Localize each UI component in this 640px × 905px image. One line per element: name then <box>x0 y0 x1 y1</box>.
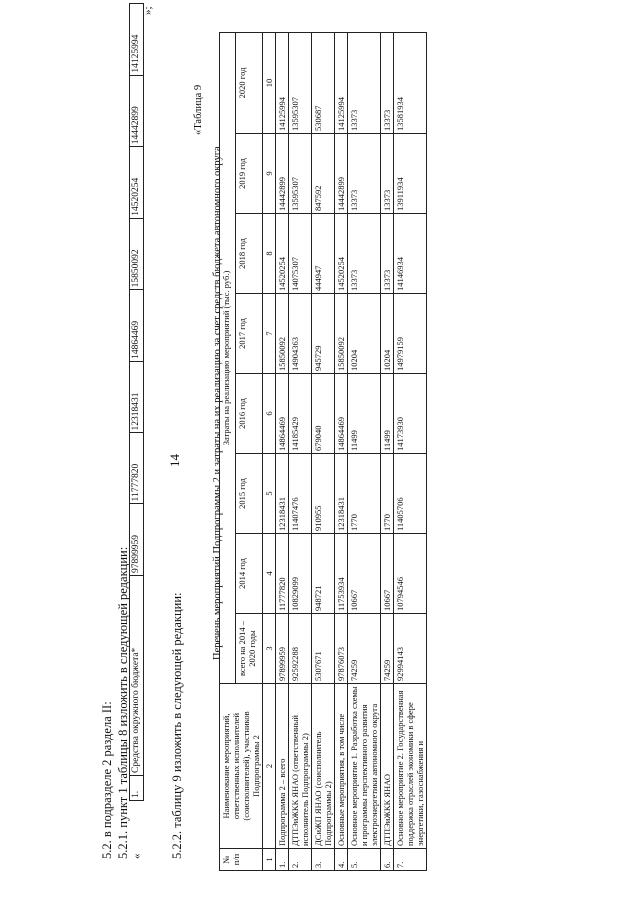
value-cell: 97899959 <box>276 614 289 684</box>
row-number: 1. <box>276 849 289 871</box>
value-cell: 92592288 <box>289 614 312 684</box>
cell: 12318431 <box>130 361 144 433</box>
value-cell: 14125994 <box>276 32 289 133</box>
row-name: Подпрограмма 2 – всего <box>276 684 289 849</box>
table-row <box>289 32 312 870</box>
row-number: 5. <box>348 849 381 871</box>
col-number: 8 <box>263 214 276 294</box>
value-cell: 13373 <box>348 214 381 294</box>
table-8-row <box>129 3 144 801</box>
value-cell: 13581934 <box>394 32 427 133</box>
value-cell: 14520254 <box>335 214 348 294</box>
header-year: 2018 год <box>235 214 263 294</box>
value-cell: 13373 <box>381 32 394 133</box>
value-cell: 14125994 <box>335 32 348 133</box>
table-9-caption: Перечень мероприятий Подпрограммы 2 и затраты на их реализацию за счет средств бюджета автономного округа <box>212 146 223 660</box>
value-cell: 10829099 <box>289 534 312 614</box>
value-cell: 11499 <box>381 374 394 454</box>
row-name: Основные мероприятия, в том числе <box>335 684 348 849</box>
open-quote: « <box>131 853 143 859</box>
value-cell: 10667 <box>348 534 381 614</box>
value-cell: 11499 <box>348 374 381 454</box>
row-number: 7. <box>394 849 427 871</box>
value-cell: 10794546 <box>394 534 427 614</box>
value-cell: 11777820 <box>276 534 289 614</box>
value-cell: 948721 <box>312 534 335 614</box>
table-row <box>381 32 394 870</box>
value-cell: 13373 <box>348 32 381 133</box>
row-number: 6. <box>381 849 394 871</box>
value-cell: 15850092 <box>276 294 289 374</box>
cell: 1. <box>130 776 144 801</box>
value-cell: 14185429 <box>289 374 312 454</box>
value-cell: 1770 <box>348 454 381 534</box>
col-number: 1 <box>263 849 276 871</box>
value-cell: 12318431 <box>335 454 348 534</box>
value-cell: 910955 <box>312 454 335 534</box>
table-row <box>276 32 289 870</box>
value-cell: 14173930 <box>394 374 427 454</box>
table-row <box>394 32 427 870</box>
row-number: 4. <box>335 849 348 871</box>
row-name: ДТПЭиЖКК ЯНАО <box>381 684 394 849</box>
value-cell: 13373 <box>348 134 381 214</box>
col-number: 2 <box>263 684 276 849</box>
value-cell: 10667 <box>381 534 394 614</box>
table-row <box>335 32 348 870</box>
header-row <box>220 32 236 870</box>
value-cell: 13373 <box>381 134 394 214</box>
table-row <box>312 32 335 870</box>
row-number: 3. <box>312 849 335 871</box>
value-cell: 74259 <box>381 614 394 684</box>
cell: 15850092 <box>130 218 144 290</box>
value-cell: 10204 <box>348 294 381 374</box>
table-9-label: «Таблица 9 <box>193 84 204 135</box>
header-costs: Затраты на реализацию мероприятий (тыс. руб.) <box>220 32 236 683</box>
value-cell: 13373 <box>381 214 394 294</box>
value-cell: 13911934 <box>394 134 427 214</box>
col-number: 7 <box>263 294 276 374</box>
value-cell: 530687 <box>312 32 335 133</box>
table-9-body <box>276 32 427 870</box>
value-cell: 14864469 <box>335 374 348 454</box>
header-year: 2017 год <box>235 294 263 374</box>
header-year: 2019 год <box>235 134 263 214</box>
value-cell: 14979159 <box>394 294 427 374</box>
cell <box>130 576 144 776</box>
value-cell: 15850092 <box>335 294 348 374</box>
col-number: 3 <box>263 614 276 684</box>
value-cell: 12318431 <box>276 454 289 534</box>
value-cell: 14442899 <box>276 134 289 214</box>
page-number: 14 <box>167 454 182 467</box>
value-cell: 14520254 <box>276 214 289 294</box>
col-number: 6 <box>263 374 276 454</box>
header-year: 2020 год <box>235 32 263 133</box>
cell-text: Средства окружного бюджета* <box>131 647 141 773</box>
value-cell: 11407476 <box>289 454 312 534</box>
value-cell: 92994143 <box>394 614 427 684</box>
intro-line-2: 5.2.1. пункт 1 таблицы 8 изложить в следующей редакции: <box>116 546 130 859</box>
header-year: 2016 год <box>235 374 263 454</box>
value-cell: 13595307 <box>289 134 312 214</box>
cell: 11777820 <box>130 433 144 504</box>
value-cell: 13595307 <box>289 32 312 133</box>
table-row <box>130 4 144 801</box>
row-name: ДТПЭиЖКК ЯНАО (ответственный исполнитель Подпрограммы 2) <box>289 684 312 849</box>
header-year: 2014 год <box>235 534 263 614</box>
value-cell: 847592 <box>312 134 335 214</box>
value-cell: 11405706 <box>394 454 427 534</box>
value-cell: 14075307 <box>289 214 312 294</box>
value-cell: 14904363 <box>289 294 312 374</box>
row-name: Основное мероприятие 2. Государственная поддержка отраслей экономики в сфере энергетики, газоснабжения и <box>394 684 427 849</box>
col-number: 5 <box>263 454 276 534</box>
value-cell: 679040 <box>312 374 335 454</box>
col-number: 10 <box>263 32 276 133</box>
intro-line-4: 5.2.2. таблицу 9 изложить в следующей редакции: <box>170 592 184 859</box>
cell: 14520254 <box>130 147 144 219</box>
value-cell: 97876073 <box>335 614 348 684</box>
cell: 14442899 <box>130 75 144 147</box>
header-total: всего на 2014 – 2020 годы <box>235 614 263 684</box>
col-number: 4 <box>263 534 276 614</box>
value-cell: 945729 <box>312 294 335 374</box>
value-cell: 14146934 <box>394 214 427 294</box>
close-quote: »; <box>142 6 154 15</box>
value-cell: 5307671 <box>312 614 335 684</box>
value-cell: 10204 <box>381 294 394 374</box>
value-cell: 1770 <box>381 454 394 534</box>
header-name: Наименование мероприятий, ответственных исполнителей (соисполнителей), участников Подпрограммы 2 <box>220 684 263 849</box>
table-row <box>348 32 381 870</box>
row-name: Основное мероприятие 1. Разработка схемы и программы перспективного развития электроэнергетики автономного округа <box>348 684 381 849</box>
header-num: № п/п <box>220 849 263 871</box>
column-numbers-row <box>263 32 276 870</box>
col-number: 9 <box>263 134 276 214</box>
value-cell: 444947 <box>312 214 335 294</box>
value-cell: 14442899 <box>335 134 348 214</box>
intro-line-1: 5.2. в подразделе 2 раздела II: <box>100 701 114 859</box>
value-cell: 74259 <box>348 614 381 684</box>
row-number: 2. <box>289 849 312 871</box>
header-year: 2015 год <box>235 454 263 534</box>
row-name: ДСиЖП ЯНАО (соисполнитель Подпрограммы 2) <box>312 684 335 849</box>
cell: 14864469 <box>130 290 144 362</box>
value-cell: 11753934 <box>335 534 348 614</box>
table-9 <box>219 32 427 871</box>
cell: 97899959 <box>130 504 144 576</box>
value-cell: 14864469 <box>276 374 289 454</box>
cell: 14125994 <box>130 4 144 76</box>
